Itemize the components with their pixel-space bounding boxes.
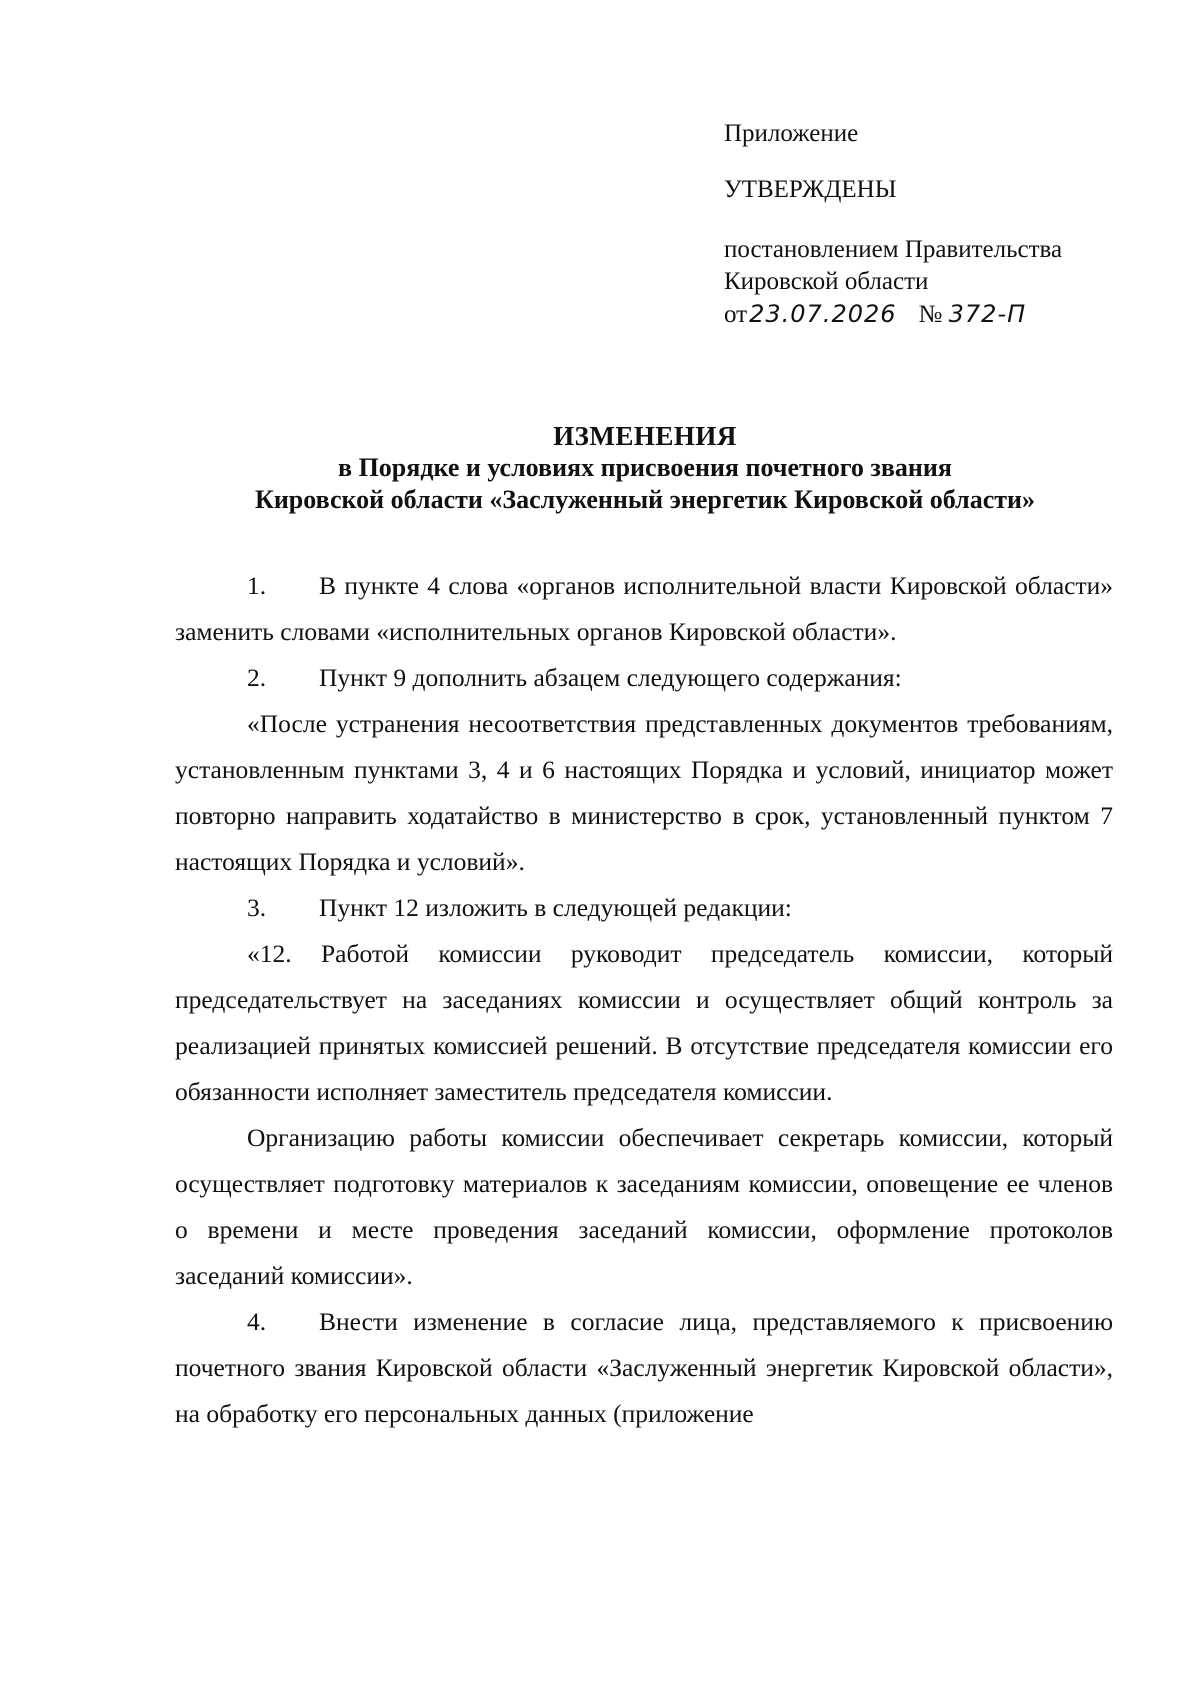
paragraph-item-3-quote-1	[175, 931, 1113, 1115]
paragraph-item-2-quote	[175, 701, 1113, 885]
paragraph-text: В пункте 4 слова «органов исполнительной власти Кировской области» заменить словами «исполнительных органов Кировской области».	[175, 571, 1113, 646]
paragraph-text: «После устранения несоответствия представленных документов требованиям, установленным пунктами 3, 4 и 6 настоящих Порядка и условий, инициатор может повторно направить ходатайство в министерство в срок, установленный пунктом 7 настоящих Порядка и условий».	[175, 709, 1113, 876]
paragraph-text: «12. Работой комиссии руководит председатель комиссии, который председательствует на заседаниях комиссии и осуществляет общий контроль за реализацией принятых комиссией решений. В отсутствие председателя комиссии его обязанности исполняет заместитель председателя комиссии.	[175, 939, 1113, 1106]
item-number: 2.	[247, 663, 267, 692]
appendix-label: Приложение	[724, 120, 859, 147]
handwritten-date: 23.07.2026	[749, 300, 897, 328]
paragraph-text: Пункт 12 изложить в следующей редакции:	[319, 893, 792, 922]
item-number: 1.	[247, 571, 267, 600]
paragraph-text: Пункт 9 дополнить абзацем следующего содержания:	[319, 663, 902, 692]
paragraph-item-3-quote-2	[175, 1115, 1113, 1299]
item-number: 3.	[247, 893, 267, 922]
approval-block	[724, 118, 1144, 331]
title-line-2: в Порядке и условиях присвоения почетного звания	[338, 453, 952, 482]
number-prefix: №	[918, 301, 943, 328]
decree-line-1: постановлением Правительства	[724, 236, 1063, 263]
handwritten-number: 372-П	[948, 300, 1027, 328]
paragraph-text: Организацию работы комиссии обеспечивает секретарь комиссии, который осуществляет подготовку материалов к заседаниям комиссии, оповещение ее членов о времени и месте проведения заседаний комиссии, оформление протоколов заседаний комиссии».	[175, 1123, 1113, 1290]
document-body	[175, 563, 1113, 1437]
title-main: ИЗМЕНЕНИЯ	[553, 421, 737, 451]
paragraph-text: Внести изменение в согласие лица, представляемого к присвоению почетного звания Кировской области «Заслуженный энергетик Кировской области», на обработку его персональных данных (приложение	[175, 1307, 1113, 1428]
title-line-3: Кировской области «Заслуженный энергетик Кировской области»	[254, 485, 1036, 514]
decree-date-line	[724, 298, 1144, 331]
paragraph-item-2	[175, 655, 1113, 701]
decree-line-2: Кировской области	[724, 268, 929, 295]
paragraph-item-3	[175, 885, 1113, 931]
approved-label: УТВЕРЖДЕНЫ	[724, 176, 897, 203]
document-title	[150, 420, 1140, 516]
item-number: 4.	[247, 1307, 267, 1336]
paragraph-item-4	[175, 1299, 1113, 1437]
paragraph-item-1	[175, 563, 1113, 655]
date-prefix: от	[724, 301, 748, 328]
